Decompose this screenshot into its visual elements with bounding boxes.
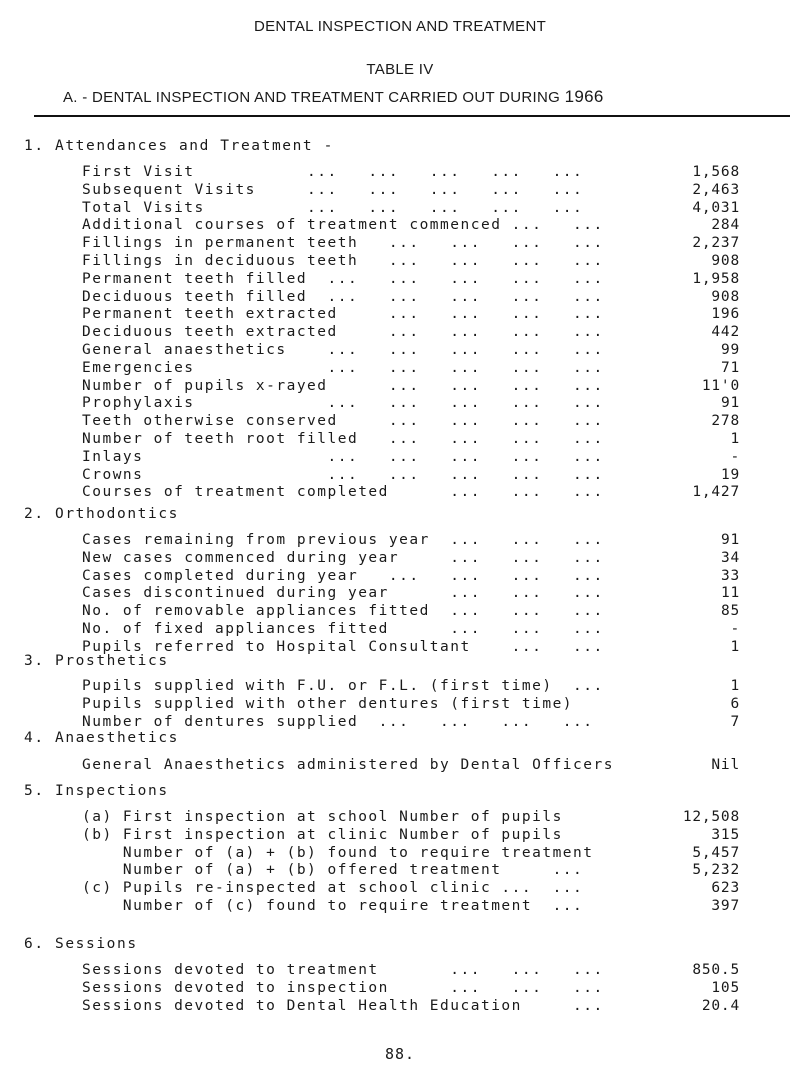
table-row	[82, 898, 740, 917]
table-row	[82, 621, 740, 640]
section-heading-anaesthetics	[24, 730, 179, 746]
table-row	[82, 827, 740, 846]
row-value: Nil	[711, 757, 740, 773]
table-row	[82, 217, 740, 236]
table-row	[82, 164, 740, 183]
section-title: Attendances and Treatment -	[55, 138, 334, 154]
table-row	[82, 880, 740, 899]
row-label: Emergencies ... ... ... ... ...	[82, 359, 604, 376]
row-label: Number of teeth root filled ... ... ... ...	[82, 431, 604, 447]
row-value: 105	[711, 979, 740, 996]
row-label: Number of (c) found to require treatment ...	[82, 898, 584, 914]
row-label: Pupils referred to Hospital Consultant ... ...	[82, 638, 604, 655]
row-label: (b) First inspection at clinic Number of pupils	[82, 826, 563, 843]
table-subtitle	[63, 87, 604, 107]
row-label: Deciduous teeth filled ... ... ... ... ...	[82, 288, 604, 305]
row-value: 4,031	[692, 199, 740, 216]
table-row	[82, 182, 740, 201]
section-heading-sessions	[24, 936, 138, 952]
table-row	[82, 253, 740, 272]
row-label: Sessions devoted to Dental Health Education ...	[82, 997, 604, 1014]
section-heading-attendances	[24, 138, 334, 154]
table-row	[82, 809, 740, 828]
row-value: -	[730, 621, 740, 637]
table-row	[82, 306, 740, 325]
row-value: 1,958	[692, 270, 740, 287]
table-row	[82, 484, 740, 503]
table-row	[82, 467, 740, 486]
row-label: Courses of treatment completed ... ... ...	[82, 484, 604, 501]
row-value: 34	[720, 549, 740, 566]
row-value: 2,463	[692, 181, 740, 198]
row-value: 19	[720, 466, 740, 483]
row-label: General anaesthetics ... ... ... ... ...	[82, 342, 604, 358]
row-value: 397	[711, 898, 740, 914]
row-value: -	[730, 448, 740, 465]
row-label: Permanent teeth filled ... ... ... ... ...	[82, 270, 604, 287]
row-value: 908	[711, 288, 740, 305]
table-number: TABLE IV	[366, 61, 434, 78]
section-number: 3.	[24, 653, 45, 669]
table-row	[82, 200, 740, 219]
row-value: 5,232	[692, 862, 740, 879]
row-label: General Anaesthetics administered by Dental Officers	[82, 757, 614, 773]
table-row	[82, 449, 740, 468]
row-label: First Visit ... ... ... ... ...	[82, 164, 584, 180]
table-row	[82, 998, 740, 1017]
table-row	[82, 289, 740, 308]
table-row	[82, 360, 740, 379]
row-label: Prophylaxis ... ... ... ... ...	[82, 395, 604, 412]
section-number: 1.	[24, 138, 45, 154]
row-value: 12,508	[682, 809, 740, 825]
section-number: 2.	[24, 506, 45, 522]
page-number: 88.	[384, 1045, 416, 1063]
row-label: Cases completed during year ... ... ... ...	[82, 567, 604, 584]
row-value: 442	[711, 324, 740, 341]
row-label: Additional courses of treatment commenced ... ...	[82, 217, 604, 234]
row-label: Inlays ... ... ... ... ...	[82, 448, 604, 465]
row-label: Permanent teeth extracted ... ... ... ...	[82, 306, 604, 323]
section-heading-inspections	[24, 783, 169, 799]
table-row	[82, 603, 740, 622]
subtitle-text: A. - DENTAL INSPECTION AND TREATMENT CARRIED OUT DURING	[63, 89, 561, 106]
table-row	[82, 550, 740, 569]
table-row	[82, 714, 740, 733]
table-row	[82, 862, 740, 881]
row-value: 7	[730, 713, 740, 730]
row-value: 908	[711, 253, 740, 269]
row-label: (a) First inspection at school Number of pupils	[82, 809, 563, 825]
row-value: 99	[720, 342, 740, 358]
row-label: Number of (a) + (b) offered treatment ...	[82, 862, 584, 879]
row-label: Number of (a) + (b) found to require treatment	[82, 844, 594, 861]
row-value: 6	[730, 695, 740, 712]
subtitle-year: 1966	[564, 87, 604, 106]
table-row	[82, 568, 740, 587]
table-row	[82, 271, 740, 290]
table-row	[82, 980, 740, 999]
section-number: 5.	[24, 783, 45, 799]
row-label: Total Visits ... ... ... ... ...	[82, 199, 584, 216]
section-title: Orthodontics	[55, 506, 179, 522]
row-value: 1	[730, 678, 740, 694]
row-label: Pupils supplied with other dentures (first time)	[82, 695, 574, 712]
row-label: Fillings in deciduous teeth ... ... ... ...	[82, 253, 604, 269]
row-label: Number of dentures supplied ... ... ... ...	[82, 713, 594, 730]
row-value: 1,568	[692, 164, 740, 180]
table-row	[82, 696, 740, 715]
title-rule	[34, 115, 790, 117]
table-row	[82, 235, 740, 254]
table-row	[82, 413, 740, 432]
row-label: Cases discontinued during year ... ... ...	[82, 585, 604, 602]
section-heading-orthodontics	[24, 506, 179, 522]
row-label: Number of pupils x-rayed ... ... ... ...	[82, 377, 604, 394]
section-title: Sessions	[55, 936, 138, 952]
row-value: 1	[730, 431, 740, 447]
section-number: 4.	[24, 730, 45, 746]
row-label: Sessions devoted to inspection ... ... ...	[82, 979, 604, 996]
table-row	[82, 342, 740, 361]
row-value: 33	[720, 567, 740, 584]
row-label: Deciduous teeth extracted ... ... ... ...	[82, 324, 604, 341]
section-title: Anaesthetics	[55, 730, 179, 746]
row-label: New cases commenced during year ... ... ...	[82, 549, 604, 566]
row-value: 2,237	[692, 235, 740, 252]
section-title: Inspections	[55, 783, 169, 799]
table-row	[82, 585, 740, 604]
table-row	[82, 532, 740, 551]
table-row	[82, 962, 740, 981]
table-row	[82, 395, 740, 414]
row-value: 1,427	[692, 484, 740, 501]
row-value: 91	[720, 532, 740, 548]
row-value: 11'0	[701, 377, 740, 394]
row-value: 196	[711, 306, 740, 323]
row-value: 278	[711, 413, 740, 430]
table-row	[82, 845, 740, 864]
section-heading-prosthetics	[24, 653, 169, 669]
row-value: 850.5	[692, 962, 740, 978]
table-row	[82, 431, 740, 450]
row-value: 11	[720, 585, 740, 602]
row-value: 85	[720, 603, 740, 620]
table-row	[82, 378, 740, 397]
row-value: 315	[711, 826, 740, 843]
row-label: No. of removable appliances fitted ... ... ...	[82, 603, 604, 620]
page-title: DENTAL INSPECTION AND TREATMENT	[253, 18, 547, 35]
row-label: Fillings in permanent teeth ... ... ... ...	[82, 235, 604, 252]
row-value: 71	[720, 359, 740, 376]
row-value: 623	[711, 880, 740, 897]
row-label: Sessions devoted to treatment ... ... ...	[82, 962, 604, 978]
row-value: 91	[720, 395, 740, 412]
row-label: Teeth otherwise conserved ... ... ... ...	[82, 413, 604, 430]
table-row	[82, 324, 740, 343]
row-label: Pupils supplied with F.U. or F.L. (first time) ...	[82, 678, 604, 694]
row-value: 20.4	[701, 997, 740, 1014]
table-row	[82, 757, 740, 776]
row-label: Subsequent Visits ... ... ... ... ...	[82, 181, 584, 198]
table-row	[82, 639, 740, 658]
row-label: Cases remaining from previous year ... ... ...	[82, 532, 604, 548]
section-title: Prosthetics	[55, 653, 169, 669]
row-value: 284	[711, 217, 740, 234]
row-label: No. of fixed appliances fitted ... ... ...	[82, 621, 604, 637]
row-value: 5,457	[692, 844, 740, 861]
row-value: 1	[730, 638, 740, 655]
section-number: 6.	[24, 936, 45, 952]
row-label: Crowns ... ... ... ... ...	[82, 466, 604, 483]
row-label: (c) Pupils re-inspected at school clinic ... ...	[82, 880, 584, 897]
table-row	[82, 678, 740, 697]
